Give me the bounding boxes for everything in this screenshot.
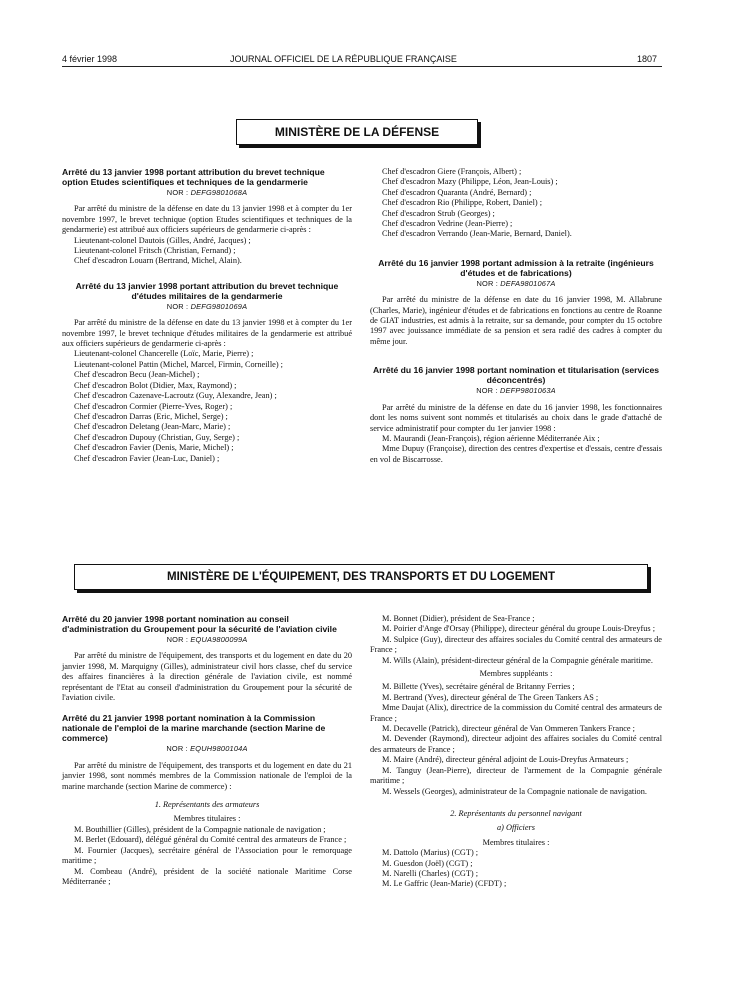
right-column-equipment (370, 614, 662, 890)
arrete-2-body: Par arrêté du ministre de la défense en date du 13 janvier 1998 et à compter du 1er novembre 1997, le brevet technique d'études militaires de la gendarmerie est attribué aux officiers supérieurs de gendarmerie ci-après : (62, 318, 352, 349)
arrete-4-title: Arrêté du 16 janvier 1998 portant nomination et titularisation (services déconcentrés) (372, 365, 660, 386)
list-item: Chef d'escadron Cormier (Pierre-Yves, Roger) ; (74, 401, 233, 411)
arrete-3-body: Par arrêté du ministre de la défense en date du 16 janvier 1998, M. Allabrune (Charles, Marie), ingénieur d'études et de fabrications en fonctions au centre de Roanne de GIAT industries, est admis à la retraite, sur sa demande, pour compter du 15 octobre 1997 avec jouissance immédiate de sa pension et sera radié des cadres à compter du même jour. (370, 295, 662, 346)
list-item: M. Bertrand (Yves), directeur général de The Green Tankers AS ; (382, 692, 599, 702)
section-officiers: a) Officiers (496, 823, 536, 833)
list-item: Chef d'escadron Favier (Jean-Luc, Daniel) ; (74, 453, 220, 463)
list-item: Lieutenant-colonel Fritsch (Christian, Fernand) ; (74, 246, 236, 256)
list-item: M. Le Gaffric (Jean-Marie) (CFDT) ; (382, 879, 507, 889)
list-item: M. Devender (Raymond), directeur adjoint des affaires sociales du Comité central des armateurs de France ; (370, 734, 662, 754)
list-item: Chef d'escadron Dupouy (Christian, Guy, Serge) ; (74, 432, 240, 442)
list-item: Mme Daujat (Alix), directrice de la commission du Comité central des armateurs de France ; (370, 703, 662, 723)
list-item: M. Fournier (Jacques), secrétaire général de l'Association pour le remorquage maritime ; (62, 845, 352, 866)
list-item: M. Poirier d'Ange d'Orsay (Philippe), directeur général du groupe Louis-Dreyfus ; (382, 624, 656, 634)
section-armateurs: 1. Représentants des armateurs (154, 800, 260, 810)
list-item: M. Maurandi (Jean-François), région aérienne Méditerranée Aix ; (382, 433, 600, 443)
list-item: Chef d'escadron Darras (Eric, Michel, Serge) ; (74, 411, 228, 421)
ministry-defense-title: MINISTÈRE DE LA DÉFENSE (236, 119, 478, 145)
list-item: M. Combeau (André), président de la société nationale Maritime Corse Méditerranée ; (62, 866, 352, 886)
titulaires-label: Membres titulaires : (482, 837, 550, 847)
arrete-6-body: Par arrêté du ministre de l'équipement, des transports et du logement en date du 21 janvier 1998, sont nommés membres de la Commission nationale de l'emploi de la marine marchande (section Marine de commerce) : (62, 760, 352, 791)
list-item: M. Wessels (Georges), administrateur de la Compagnie nationale de navigation. (382, 786, 647, 796)
arrete-5-nor: NOR : EQUA9800099A (166, 635, 248, 644)
list-item: M. Maire (André), directeur général adjoint de Louis-Dreyfus Armateurs ; (382, 755, 629, 765)
left-column-equipment (62, 614, 352, 887)
list-item: Chef d'escadron Mazy (Philippe, Léon, Jean-Louis) ; (382, 177, 558, 187)
list-item: M. Wills (Alain), président-directeur général de la Compagnie générale maritime. (382, 655, 653, 665)
right-column-defense (370, 167, 662, 465)
list-item: M. Narelli (Charles) (CGT) ; (382, 868, 479, 878)
suppleants-label: Membres suppléants : (479, 669, 553, 679)
arrete-1-nor: NOR : DEFG9801068A (166, 188, 248, 197)
arrete-4-body: Par arrêté du ministre de la défense en date du 16 janvier 1998, les fonctionnaires dont les noms suivent sont nommés et titularisés au choix dans le grade d'attaché de service administratif pour compter du 1er janvier 1998 : (370, 402, 662, 433)
list-item: M. Berlet (Edouard), délégué général du Comité central des armateurs de France ; (74, 835, 347, 845)
left-column-defense (62, 167, 352, 464)
list-item: M. Decavelle (Patrick), directeur général de Van Ommeren Tankers France ; (382, 724, 635, 734)
section-personnel: 2. Représentants du personnel navigant (450, 808, 582, 818)
list-item: Chef d'escadron Verrando (Jean-Marie, Bernard, Daniel). (382, 229, 572, 239)
list-item: Chef d'escadron Vedrine (Jean-Pierre) ; (382, 219, 513, 229)
list-item: Chef d'escadron Bolot (Didier, Max, Raymond) ; (74, 380, 237, 390)
list-item: M. Billette (Yves), secrétaire général de Britanny Ferries ; (382, 682, 575, 692)
arrete-5-body: Par arrêté du ministre de l'équipement, des transports et du logement en date du 20 janvier 1998, M. Marquigny (Gilles), administrateur civil hors classe, chef du service des affaires financières à la direction générale de l'aviation civile, est nommé représentant de l'Etat au conseil d'administration du Groupement pour la sécurité de l'aviation civile. (62, 651, 352, 703)
titulaires-label: Membres titulaires : (173, 814, 241, 824)
list-item: M. Bouthillier (Gilles), président de la Compagnie nationale de navigation ; (74, 824, 326, 834)
arrete-5-title: Arrêté du 20 janvier 1998 portant nomination au conseil d'administration du Groupement pour la sécurité de l'aviation civile (62, 614, 337, 634)
header-rule (62, 66, 662, 67)
list-item: Chef d'escadron Quaranta (André, Bernard) ; (382, 187, 532, 197)
list-item: Lieutenant-colonel Dautois (Gilles, André, Jacques) ; (74, 235, 251, 245)
arrete-6-nor: NOR : EQUH9800104A (166, 744, 248, 754)
list-item: M. Tanguy (Jean-Pierre), directeur de l'armement de la Compagnie générale maritime ; (370, 765, 662, 786)
arrete-4-nor: NOR : DEFP9801063A (476, 386, 556, 396)
list-item: Chef d'escadron Giere (François, Albert) ; (382, 167, 522, 176)
list-item: Lieutenant-colonel Chancerelle (Loïc, Marie, Pierre) ; (74, 349, 254, 359)
list-item: M. Bonnet (Didier), président de Sea-France ; (382, 614, 535, 623)
header-date: 4 février 1998 (62, 54, 118, 64)
list-item: M. Dattolo (Marius) (CGT) ; (382, 848, 479, 858)
list-item: Chef d'escadron Becu (Jean-Michel) ; (74, 370, 200, 380)
ministry-equipment-title: MINISTÈRE DE L'ÉQUIPEMENT, DES TRANSPORTS ET DU LOGEMENT (74, 564, 648, 590)
list-item: Chef d'escadron Favier (Denis, Marie, Michel) ; (74, 443, 234, 453)
list-item: Chef d'escadron Deletang (Jean-Marc, Marie) ; (74, 422, 231, 432)
list-item: Chef d'escadron Strub (Georges) ; (382, 208, 495, 218)
arrete-6-title: Arrêté du 21 janvier 1998 portant nomination à la Commission nationale de l'emploi de la marine marchande (section Marine de commerce) (62, 713, 326, 744)
list-item: Lieutenant-colonel Pattin (Michel, Marcel, Firmin, Corneille) ; (74, 359, 283, 369)
header-journal: JOURNAL OFFICIEL DE LA RÉPUBLIQUE FRANÇAISE (230, 54, 457, 64)
arrete-3-title: Arrêté du 16 janvier 1998 portant admission à la retraite (ingénieurs d'études et de fabrications) (378, 257, 654, 278)
arrete-2-title: Arrêté du 13 janvier 1998 portant attribution du brevet technique d'études militaires de la gendarmerie (75, 280, 339, 301)
arrete-2-nor: NOR : DEFG9801069A (166, 301, 248, 311)
header-page: 1807 (637, 54, 658, 64)
list-item: M. Sulpice (Guy), directeur des affaires sociales du Comité central des armateurs de France ; (370, 634, 662, 655)
arrete-3-nor: NOR : DEFA9801067A (476, 278, 556, 288)
arrete-1-body: Par arrêté du ministre de la défense en date du 13 janvier 1998 et à compter du 1er novembre 1997, le brevet technique (option Etudes scientifiques et techniques de la gendarmerie) est attribué aux officiers supérieurs de gendarmerie ci-après : (62, 204, 352, 235)
arrete-1-title: Arrêté du 13 janvier 1998 portant attribution du brevet technique option Etudes scientifiques et techniques de la gendarmerie (62, 167, 325, 187)
list-item: Chef d'escadron Rio (Philippe, Robert, Daniel) ; (382, 198, 543, 208)
list-item: M. Guesdon (Joël) (CGT) ; (382, 858, 473, 868)
list-item: Chef d'escadron Cazenave-Lacroutz (Guy, Alexandre, Jean) ; (74, 391, 277, 401)
list-item: Mme Dupuy (Françoise), direction des centres d'expertise et d'essais, centre d'essais en vol de Biscarrosse. (370, 444, 662, 464)
list-item: Chef d'escadron Louarn (Bertrand, Michel, Alain). (74, 256, 242, 266)
